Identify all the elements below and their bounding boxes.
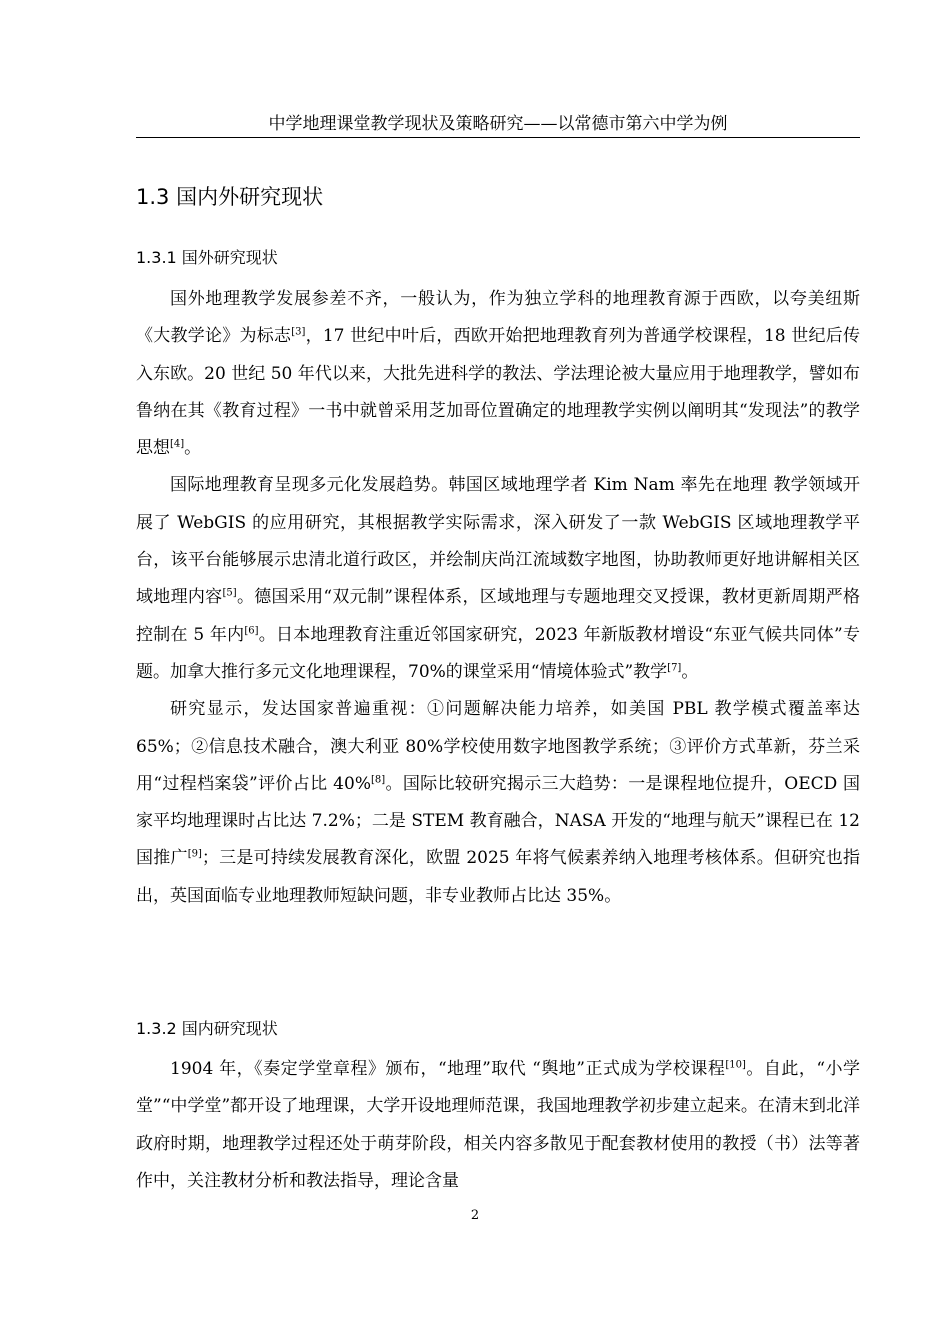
paragraph	[136, 467, 860, 691]
paragraph-text: 。	[184, 438, 202, 459]
citation-marker: [4]	[170, 438, 185, 450]
citation-marker: [10]	[725, 1059, 746, 1071]
citation-marker: [7]	[667, 662, 682, 674]
citation-marker: [3]	[291, 326, 306, 338]
foreign-research-body	[136, 281, 860, 915]
citation-marker: [6]	[244, 625, 259, 637]
section-heading: 1.3 国内外研究现状	[136, 185, 324, 209]
subsection-heading-domestic: 1.3.2 国内研究现状	[136, 1019, 278, 1038]
citation-marker: [8]	[370, 774, 386, 786]
paragraph	[136, 281, 860, 467]
paragraph	[136, 691, 860, 915]
paragraph-text: 。德国采用“双元制”课程体系，区域地理与专题地理交叉授课，教材更新周期严格控制在 5 年内	[136, 587, 860, 645]
paragraph-text: 。自此，“小学堂”“中学堂”都开设了地理课，大学开设地理师范课，我国地理教学初步建立起来。在清末到北洋政府时期，地理教学过程还处于萌芽阶段，相关内容多散见于配套教材使用的教授（书）法等著作中，关注教材分析和教法指导，理论含量	[136, 1059, 860, 1191]
paragraph-text: 。日本地理教育注重近邻国家研究，2023 年新版教材增设“东亚气候共同体”专题。加拿大推行多元文化地理课程，70%的课堂采用“情境体验式”教学	[136, 624, 860, 682]
paragraph-text: 国外地理教学发展参差不齐，一般认为，作为独立学科的地理教育源于西欧，以夸美纽斯《大教学论》为标志	[136, 289, 860, 347]
running-header: 中学地理课堂教学现状及策略研究——以常德市第六中学为例	[268, 114, 728, 134]
paragraph-text: 。国际比较研究揭示三大趋势：一是课程地位提升，OECD 国家平均地理课时占比达 7.2%；二是 STEM 教育融合，NASA 开发的“地理与航天”课程已在 12 国推广	[136, 773, 861, 869]
paragraph-text: 国际地理教育呈现多元化发展趋势。韩国区域地理学者 Kim Nam 率先在地理 教学领域开展了 WebGIS 的应用研究，其根据教学实际需求，深入研发了一款 WebGIS 区域地理教学平台，该平台能够展示忠清北道行政区，并绘制庆尚江流域数字地图，协助教师更好地讲解相关区域地理内容	[136, 475, 860, 608]
domestic-research-body	[136, 1051, 860, 1200]
paragraph	[136, 1051, 860, 1200]
page-number: 2	[470, 1208, 480, 1223]
subsection-heading-foreign: 1.3.1 国外研究现状	[136, 248, 278, 267]
paragraph-text: 1904 年，《奏定学堂章程》颁布，“地理”取代 “舆地”正式成为学校课程	[170, 1059, 726, 1079]
paragraph-text: 。	[681, 661, 699, 682]
citation-marker: [9]	[187, 848, 202, 860]
header-rule	[136, 137, 860, 138]
paragraph-text: ，17 世纪中叶后，西欧开始把地理教育列为普通学校课程，18 世纪后传入东欧。20 世纪 50 年代以来，大批先进科学的教法、学法理论被大量应用于地理教学，譬如布鲁纳在其《教育过程》一书中就曾采用芝加哥位置确定的地理教学实例以阐明其“发现法”的教学思想	[136, 326, 861, 459]
citation-marker: [5]	[222, 587, 237, 599]
paragraph-text: 研究显示，发达国家普遍重视：①问题解决能力培养，如美国 PBL 教学模式覆盖率达 65%；②信息技术融合，澳大利亚 80%学校使用数字地图教学系统；③评价方式革新，芬兰采用“过程档案袋”评价占比 40%	[136, 699, 860, 794]
paragraph-text: ；三是可持续发展教育深化，欧盟 2025 年将气候素养纳入地理考核体系。但研究也指出，英国面临专业地理教师短缺问题，非专业教师占比达 35%。	[136, 848, 860, 906]
